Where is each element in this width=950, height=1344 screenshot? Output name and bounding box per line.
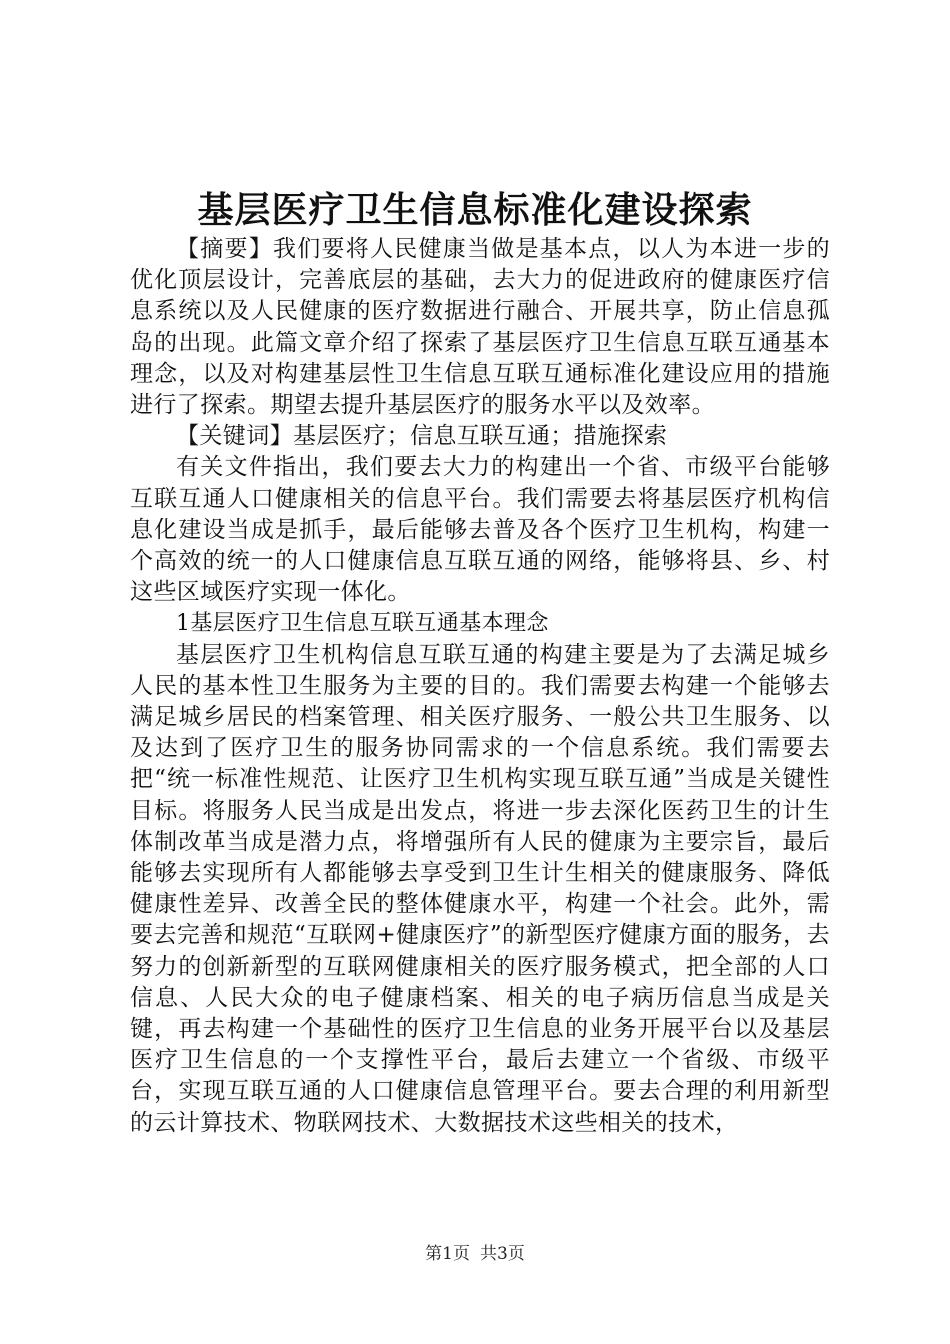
intro-paragraph: 有关文件指出，我们要去大力的构建出一个省、市级平台能够互联互通人口健康相关的信息平台。我们需要去将基层医疗机构信息化建设当成是抓手，最后能够去普及各个医疗卫生机构，构建一个高效的统一的人口健康信息互联互通的网络，能够将县、乡、村这些区域医疗实现一体化。 <box>130 454 830 606</box>
page-footer <box>0 1242 950 1266</box>
section-heading: 1基层医疗卫生信息互联互通基本理念 <box>176 611 549 637</box>
document-title: 基层医疗卫生信息标准化建设探索 <box>197 189 753 231</box>
section-paragraph: 基层医疗卫生机构信息互联互通的构建主要是为了去满足城乡人民的基本性卫生服务为主要的目的。我们需要去构建一个能够去满足城乡居民的档案管理、相关医疗服务、一般公共卫生服务、以及达到了医疗卫生的服务协同需求的一个信息系统。我们需要去把“统一标准性规范、让医疗卫生机构实现互联互通”当成是关键性目标。将服务人民当成是出发点，将进一步去深化医药卫生的计生体制改革当成是潜力点，将增强所有人民的健康为主要宗旨，最后能够去实现所有人都能够去享受到卫生计生相关的健康服务、降低健康性差异、改善全民的整体健康水平，构建一个社会。此外，需要去完善和规范“互联网+健康医疗”的新型医疗健康方面的服务，去努力的创新新型的互联网健康相关的医疗服务模式，把全部的人口信息、人民大众的电子健康档案、相关的电子病历信息当成是关键，再去构建一个基础性的医疗卫生信息的业务开展平台以及基层医疗卫生信息的一个支撑性平台，最后去建立一个省级、市级平台，实现互联互通的人口健康信息管理平台。要去合理的利用新型的云计算技术、物联网技术、大数据技术这些相关的技术， <box>130 641 830 1136</box>
page-total: 共3页 <box>480 1244 525 1264</box>
keywords-paragraph: 【关键词】基层医疗；信息互联互通；措施探索 <box>176 423 668 450</box>
page-number: 第1页 <box>425 1244 470 1264</box>
document-body <box>130 234 830 1139</box>
abstract-paragraph: 【摘要】我们要将人民健康当做是基本点，以人为本进一步的优化顶层设计，完善底层的基础，去大力的促进政府的健康医疗信息系统以及人民健康的医疗数据进行融合、开展共享，防止信息孤岛的出现。此篇文章介绍了探索了基层医疗卫生信息互联互通基本理念，以及对构建基层性卫生信息互联互通标准化建设应用的措施进行了探索。期望去提升基层医疗的服务水平以及效率。 <box>130 236 830 419</box>
